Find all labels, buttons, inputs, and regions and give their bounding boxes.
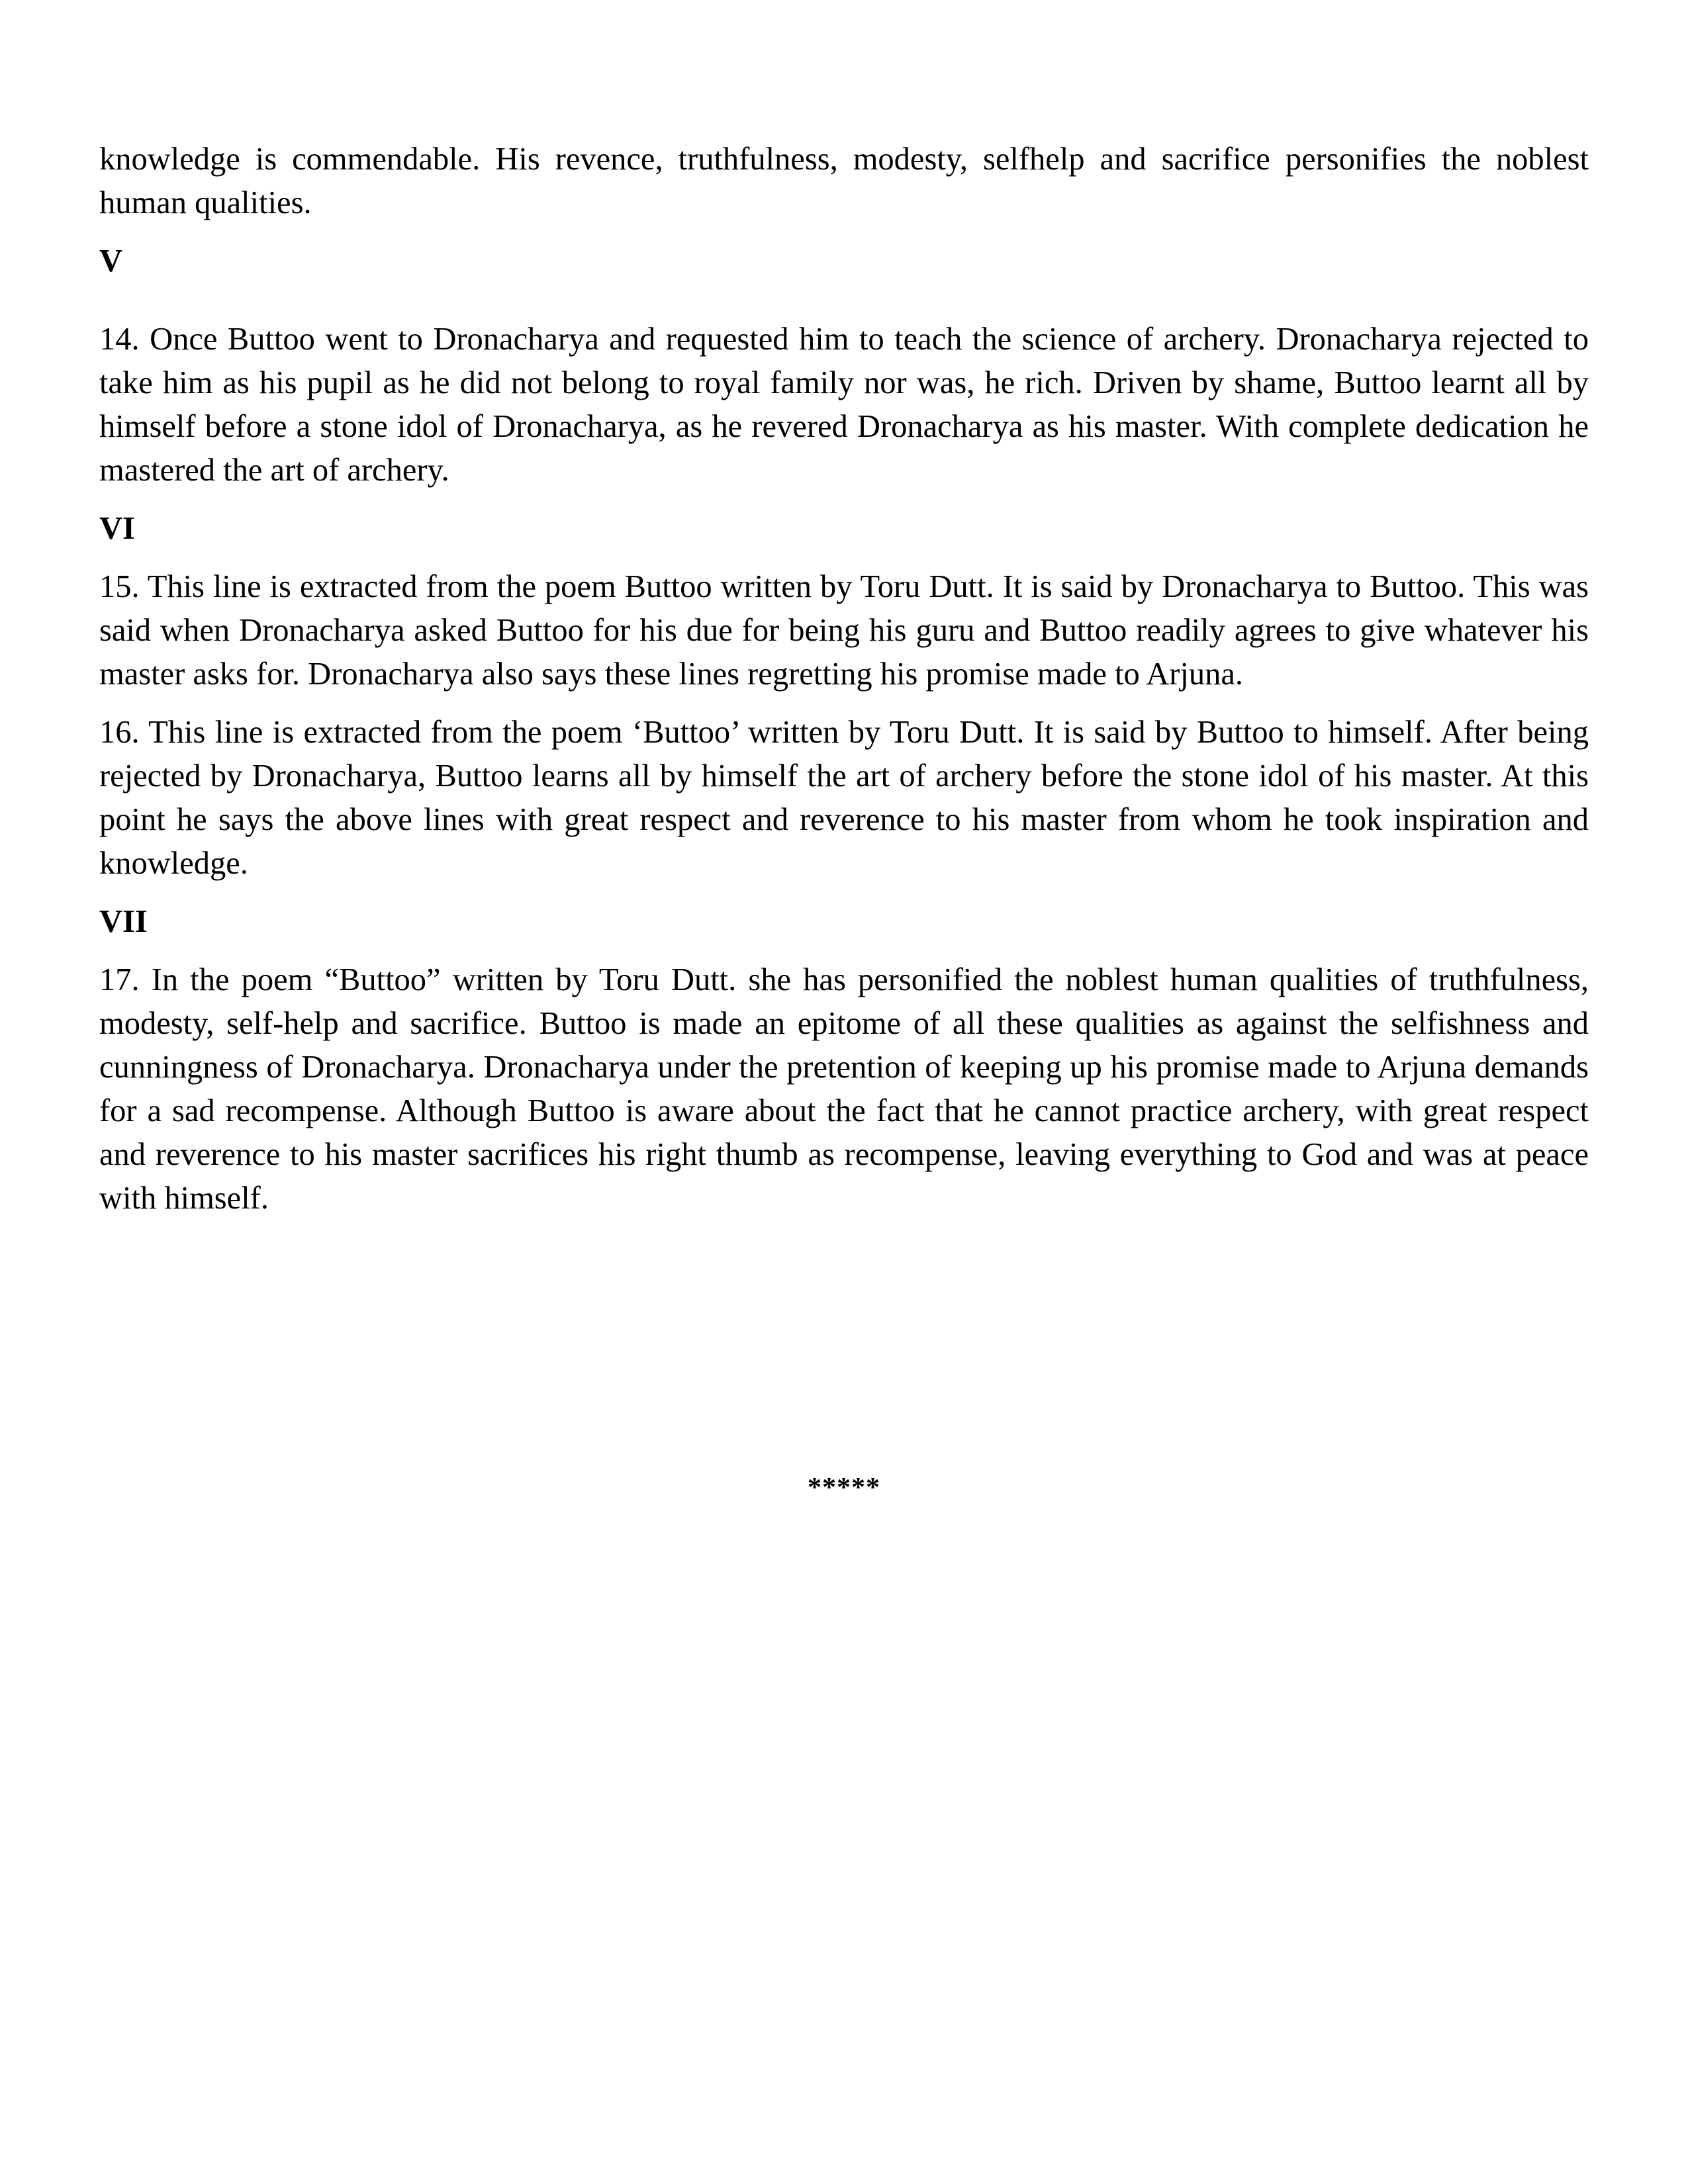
end-of-section-marker: ***** (808, 1473, 880, 1503)
section-heading-v: V (99, 244, 123, 279)
document-page (99, 138, 1589, 1220)
section-heading-vii: VII (99, 904, 148, 939)
intro-paragraph: knowledge is commendable. His revence, truthfulness, modesty, selfhelp and sacrifice personifies the noblest human qualities. (99, 142, 1589, 220)
answer-paragraph-17: 17. In the poem “Buttoo” written by Toru Dutt. she has personified the noblest human qualities of truthfulness, modesty, self-help and sacrifice. Buttoo is made an epitome of all these qualities as against the selfishness and cunningness of Dronacharya. Dronacharya under the pretention of keeping up his promise made to Arjuna demands for a sad recompense. Although Buttoo is aware about the fact that he cannot practice archery, with great respect and reverence to his master sacrifices his right thumb as recompense, leaving everything to God and was at peace with himself. (99, 962, 1589, 1216)
answer-paragraph-14: 14. Once Buttoo went to Dronacharya and requested him to teach the science of archery. Dronacharya rejected to take him as his pupil as he did not belong to royal family nor was, he rich. Driven by shame, Buttoo learnt all by himself before a stone idol of Dronacharya, as he revered Dronacharya as his master. With complete dedication he mastered the art of archery. (99, 322, 1589, 488)
answer-paragraph-16: 16. This line is extracted from the poem ‘Buttoo’ written by Toru Dutt. It is said by Buttoo to himself. After being rejected by Dronacharya, Buttoo learns all by himself the art of archery before the stone idol of his master. At this point he says the above lines with great respect and reverence to his master from whom he took inspiration and knowledge. (99, 715, 1589, 881)
section-heading-vi: VI (99, 511, 135, 546)
answer-paragraph-15: 15. This line is extracted from the poem Buttoo written by Toru Dutt. It is said by Dronacharya to Buttoo. This was said when Dronacharya asked Buttoo for his due for being his guru and Buttoo readily agrees to give whatever his master asks for. Dronacharya also says these lines regretting his promise made to Arjuna. (99, 569, 1589, 692)
